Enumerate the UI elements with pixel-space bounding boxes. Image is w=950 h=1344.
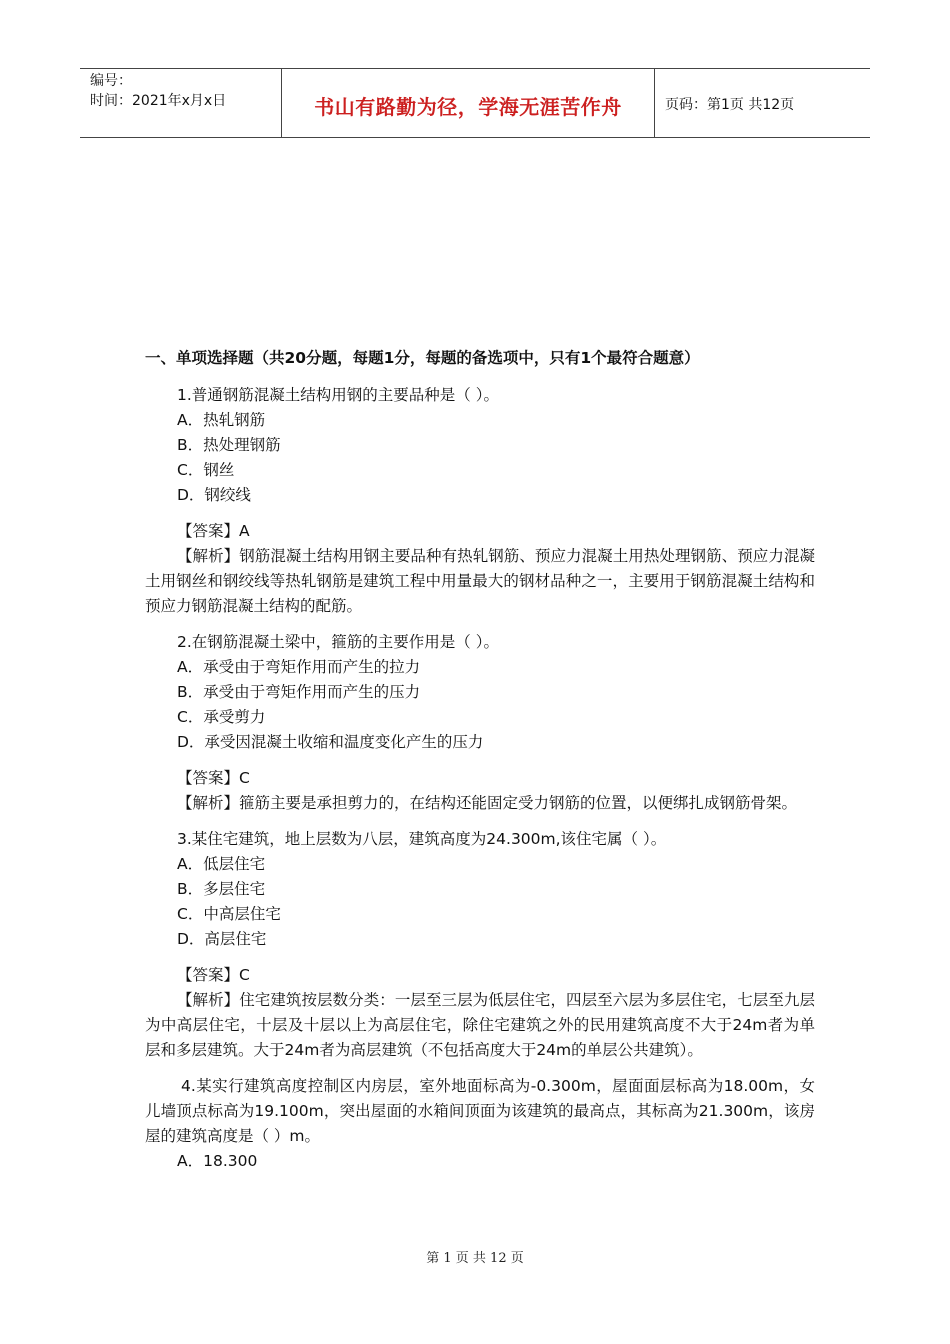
option-c: C．钢丝 — [177, 461, 235, 479]
answer: 【答案】A — [177, 522, 250, 540]
question-stem: 1.普通钢筋混凝土结构用钢的主要品种是（ ）。 — [177, 386, 499, 404]
document-time-label: 时间：2021年x月x日 — [90, 93, 227, 109]
option-b: B．多层住宅 — [177, 880, 266, 898]
analysis: 【解析】钢筋混凝土结构用钢主要品种有热轧钢筋、预应力混凝土用热处理钢筋、预应力混凝土用钢丝和钢绞线等热轧钢筋是建筑工程中用量最大的钢材品种之一，主要用于钢筋混凝土结构和预应力钢筋混凝土结构的配筋。 — [145, 547, 815, 615]
question-stem: 2.在钢筋混凝土梁中，箍筋的主要作用是（ ）。 — [177, 633, 499, 651]
question-stem: 3.某住宅建筑，地上层数为八层，建筑高度为24.300m,该住宅属（ ）。 — [177, 830, 667, 848]
analysis: 【解析】箍筋主要是承担剪力的，在结构还能固定受力钢筋的位置，以便绑扎成钢筋骨架。 — [177, 794, 798, 812]
header-motto: 书山有路勤为径，学海无涯苦作舟 — [314, 95, 622, 119]
section-title: 一、单项选择题（共20分题，每题1分，每题的备选项中，只有1个最符合题意） — [145, 349, 700, 367]
option-c: C．承受剪力 — [177, 708, 266, 726]
header-page-cell — [655, 69, 870, 137]
option-c: C．中高层住宅 — [177, 905, 281, 923]
analysis: 【解析】住宅建筑按层数分类：一层至三层为低层住宅，四层至六层为多层住宅，七层至九层为中高层住宅，十层及十层以上为高层住宅，除住宅建筑之外的民用建筑高度不大于24m者为单层和多层建筑。大于24m者为高层建筑（不包括高度大于24m的单层公共建筑）。 — [145, 991, 815, 1059]
option-b: B．承受由于弯矩作用而产生的压力 — [177, 683, 421, 701]
document-body — [145, 346, 815, 1174]
page-header — [80, 68, 870, 138]
option-d: D．钢绞线 — [177, 486, 251, 504]
document-number-label: 编号： — [90, 73, 132, 89]
option-b: B．热处理钢筋 — [177, 436, 281, 454]
header-meta-cell — [80, 69, 282, 137]
question-block — [145, 383, 815, 619]
header-page-info: 页码：第1页 共12页 — [665, 97, 795, 113]
option-a: A．18.300 — [177, 1152, 258, 1170]
option-a: A．承受由于弯矩作用而产生的拉力 — [177, 658, 421, 676]
option-a: A．低层住宅 — [177, 855, 266, 873]
header-motto-cell — [282, 69, 655, 137]
question-block — [145, 630, 815, 816]
option-a: A．热轧钢筋 — [177, 411, 266, 429]
option-d: D．高层住宅 — [177, 930, 267, 948]
question-block — [145, 827, 815, 1063]
question-block — [145, 1074, 815, 1174]
question-stem: 4.某实行建筑高度控制区内房层，室外地面标高为-0.300m，屋面面层标高为18.00m，女儿墙顶点标高为19.100m，突出屋面的水箱间顶面为该建筑的最高点，其标高为21.300m，该房屋的建筑高度是（ ）m。 — [145, 1077, 815, 1145]
page-footer: 第 1 页 共 12 页 — [426, 1251, 524, 1266]
answer: 【答案】C — [177, 769, 250, 787]
answer: 【答案】C — [177, 966, 250, 984]
option-d: D．承受因混凝土收缩和温度变化产生的压力 — [177, 733, 484, 751]
